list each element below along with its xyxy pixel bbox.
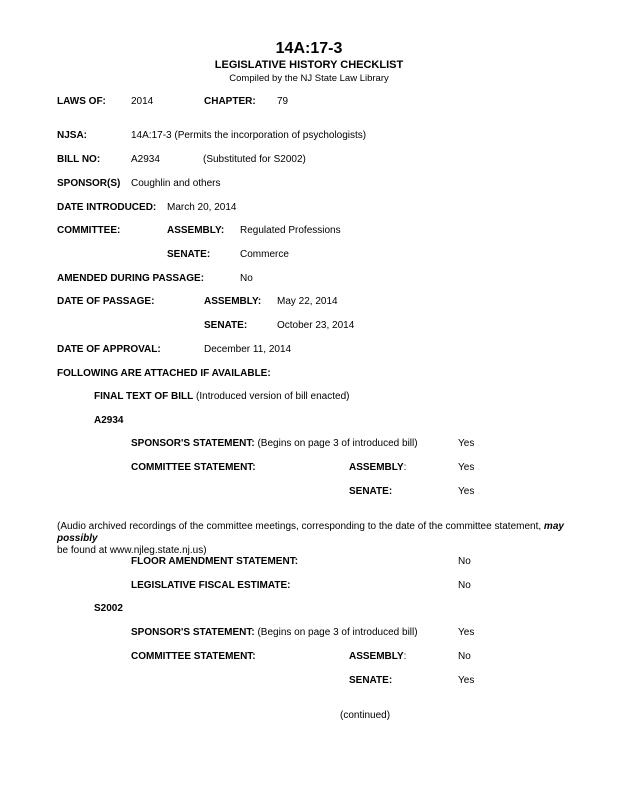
s2002-committee-label: COMMITTEE STATEMENT: — [131, 651, 256, 662]
s2002-heading: S2002 — [94, 603, 123, 614]
s2002-sponsor-label: SPONSOR'S STATEMENT: — [131, 627, 255, 638]
chapter-value: 79 — [277, 96, 289, 107]
s2002-senate-label: SENATE: — [349, 675, 393, 686]
njsa-value: 14A:17-3 (Permits the incorporation of psychologists) — [131, 130, 367, 141]
njsa-label: NJSA: — [57, 130, 88, 141]
chapter-label: CHAPTER: — [204, 96, 256, 107]
a2934-committee-label: COMMITTEE STATEMENT: — [131, 462, 256, 473]
amended-label: AMENDED DURING PASSAGE: — [57, 273, 205, 284]
document-subtitle: Compiled by the NJ State Law Library — [229, 73, 389, 84]
s2002-assembly-value: No — [458, 651, 471, 662]
s2002-sponsor-note: (Begins on page 3 of introduced bill) — [257, 627, 418, 638]
fiscal-estimate-value: No — [458, 580, 471, 591]
committee-assembly-value: Regulated Professions — [240, 225, 341, 236]
laws-of-value: 2014 — [131, 96, 154, 107]
a2934-heading: A2934 — [94, 415, 124, 426]
final-text-label: FINAL TEXT OF BILL — [94, 391, 194, 402]
amended-value: No — [240, 273, 253, 284]
audio-note-text: (Audio archived recordings of the committee meetings, corresponding to the date of the committee statement, — [57, 521, 544, 532]
passage-senate-label: SENATE: — [204, 320, 248, 331]
committee-senate-value: Commerce — [240, 249, 289, 260]
s2002-senate-value: Yes — [458, 675, 475, 686]
continued-note: (continued) — [340, 710, 391, 721]
bill-no-label: BILL NO: — [57, 154, 101, 165]
floor-amendment-value: No — [458, 556, 471, 567]
audio-note-emphasis: may possibly — [57, 521, 564, 544]
attached-heading: FOLLOWING ARE ATTACHED IF AVAILABLE: — [57, 368, 271, 379]
date-introduced-value: March 20, 2014 — [167, 202, 237, 213]
sponsors-label: SPONSOR(S) — [57, 178, 121, 189]
document-citation: 14A:17-3 — [275, 40, 343, 57]
date-introduced-label: DATE INTRODUCED: — [57, 202, 157, 213]
passage-assembly-value: May 22, 2014 — [277, 296, 338, 307]
passage-label: DATE OF PASSAGE: — [57, 296, 155, 307]
s2002-assembly-row: ASSEMBLY: — [349, 651, 407, 662]
sponsors-value: Coughlin and others — [131, 178, 221, 189]
passage-assembly-label: ASSEMBLY: — [204, 296, 262, 307]
a2934-assembly-label: ASSEMBLY — [349, 462, 404, 473]
laws-of-label: LAWS OF: — [57, 96, 106, 107]
a2934-sponsor-row — [131, 438, 418, 450]
a2934-senate-value: Yes — [458, 486, 475, 497]
final-text-row — [94, 391, 349, 403]
audio-note — [57, 521, 605, 557]
a2934-assembly-value: Yes — [458, 462, 475, 473]
a2934-assembly-row: ASSEMBLY: — [349, 462, 407, 473]
a2934-sponsor-value: Yes — [458, 438, 475, 449]
s2002-sponsor-value: Yes — [458, 627, 475, 638]
a2934-sponsor-label: SPONSOR'S STATEMENT: — [131, 438, 255, 449]
passage-senate-value: October 23, 2014 — [277, 320, 355, 331]
a2934-senate-label: SENATE: — [349, 486, 393, 497]
bill-no-note: (Substituted for S2002) — [203, 154, 306, 165]
floor-amendment-label: FLOOR AMENDMENT STATEMENT: — [131, 556, 299, 567]
document-title: LEGISLATIVE HISTORY CHECKLIST — [214, 59, 404, 71]
final-text-note: (Introduced version of bill enacted) — [196, 391, 350, 402]
committee-senate-label: SENATE: — [167, 249, 211, 260]
approval-label: DATE OF APPROVAL: — [57, 344, 161, 355]
bill-no-value: A2934 — [131, 154, 160, 165]
s2002-sponsor-row — [131, 627, 418, 639]
committee-assembly-label: ASSEMBLY: — [167, 225, 225, 236]
a2934-sponsor-note: (Begins on page 3 of introduced bill) — [257, 438, 418, 449]
approval-value: December 11, 2014 — [204, 344, 292, 355]
fiscal-estimate-label: LEGISLATIVE FISCAL ESTIMATE: — [131, 580, 291, 591]
committee-label: COMMITTEE: — [57, 225, 121, 236]
audio-note-text2: be found at www.njleg.state.nj.us) — [57, 545, 207, 556]
s2002-assembly-label: ASSEMBLY — [349, 651, 404, 662]
